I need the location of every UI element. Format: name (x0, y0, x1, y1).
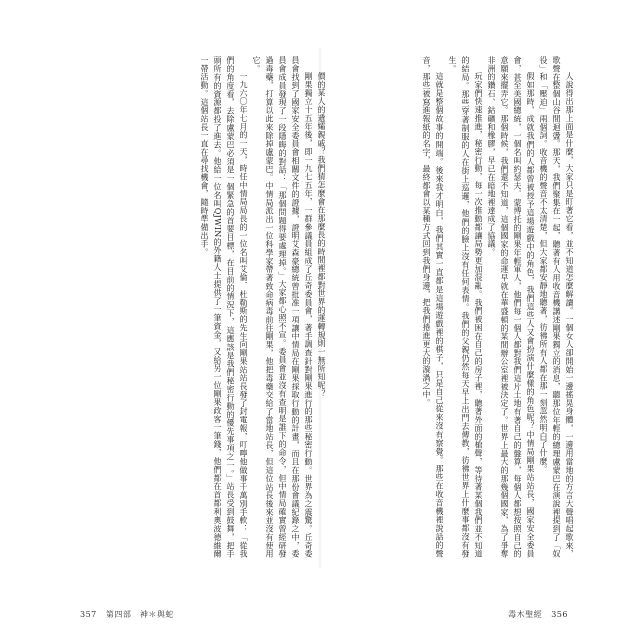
left-paragraph: 剛果獨立十五年後，即一九七五年，一群參議員組成了丘奇委員會，著手調查針對剛果進行的那些秘密行動。世界為之震驚。丘奇委員會找到了國家安全委員會相關文件的證據，證明艾森豪總統曾批准一項讓中情局在剛果採取行動的計畫，而且在那份會議紀錄之中，委員會成員發現了一段隱晦的對話：「那個問題得要處理掉。」大家都心照不宣。委員會並沒有查明是誰下的命令，但中情局確實曾經研發過毒藥，打算以此來除掉盧蒙巴。中情局派出一位科學家帶著致命病毒前往剛果，他把毒藥交給了當地站長，但這位站長後來並沒有使用它。 (252, 56, 313, 558)
right-paragraph: 人說得出那上面是什麼，大家只是盯著它看，並不知道怎麼解讀。一個女人卻開始一邊搖晃身體，一邊用當地的方言大聲唱起歌來，歌聲在整個山谷間迴盪。那天，我們聚集在一起，聽著有人用收音機講述剛果獨立的消息，聽那位年輕的總理盧蒙巴在演說裡提到了「奴役」和「壓迫」兩個詞。收音機的聲音不太清楚，但大家都安靜地聽著，彷彿所有人都在那一刻忽然明白了什麼。 (539, 56, 574, 558)
right-paragraph: 假如那時，成就我們的人都曾被授予這場遊戲中的角色，我們這些人又會扮演什麼樣的角色呢？中情局剛果站站長，國家安全委員會，甚至美國總統，一個名叫約瑟夫．蒙博托的剛果年輕軍人，他們每一個人都對我們這片土地有著自己的盤算，每個人都想按照自己的意願來擺弄它。那個時候，我們還不知道，這個國家的命運早就在華盛頓的某間辦公室裡被決定了。世界上最大的那幾個國家，為了爭奪非洲的鑽石、鈷礦和橡膠，早已在暗地裡達成了協議。 (487, 56, 535, 558)
left-paragraph: 一九六〇年七月的一天，時任中情局局長的一位名叫艾倫．杜勒斯的先生向剛果站站長發了封電報，叮嚀他做事千萬別手軟：「從我們的角度看，去除盧蒙巴必須是一個緊急的首要目標，在目前的情況下，這應該是我們秘密行動的優先事項之一。」站長受到鼓舞，把手頭所有的資源都投了進去。他給一位名叫QJWIN的外籍人士提供了一筆資金，又給另一位剛果政客一筆錢，他們都在首都利奧波德維爾一帶活動。這個站長一直在尋找機會，隨時準備出手。 (200, 56, 248, 558)
left-page-footer (80, 609, 174, 620)
right-page (330, 56, 576, 558)
left-page-body (82, 56, 328, 558)
left-page-number: 357 (80, 610, 97, 619)
right-page-number: 356 (551, 610, 568, 619)
right-page-footer (508, 609, 568, 620)
right-page-body (330, 56, 576, 558)
right-paragraph: 玩家們快速推進，秘密行動，每一次推動都讓局勢更加混亂。我們被困在自己的房子裡，聽著外面的槍聲，等待著某個我們並不知道的結局。那些穿著制服的人在街上巡邏，他們的臉上沒有任何表情。我們的父親仍然每天早上出門去傳教，彷彿世界上什麼事都沒有發生。 (448, 56, 483, 558)
right-running-title: 毒木聖經 (508, 610, 543, 619)
left-running-title: 第四部 神＊與蛇 (105, 610, 174, 619)
right-paragraph: 這就是整個故事的開端。後來我才明白，我們其實一直都是這場遊戲裡的棋子，只是自己從來沒有察覺。那些在收音機裡說話的聲音，那些被寫進報紙的名字，最終都會以某種方式回到我們身邊，把我們捲進更大的漩渦之中。 (422, 56, 444, 558)
left-page (82, 56, 328, 558)
left-paragraph: 價的某人的遺孀親戚？我們猜怎麼會在那麼長的時間裡都對世界的運轉規則一無所知呢？ (317, 72, 326, 398)
